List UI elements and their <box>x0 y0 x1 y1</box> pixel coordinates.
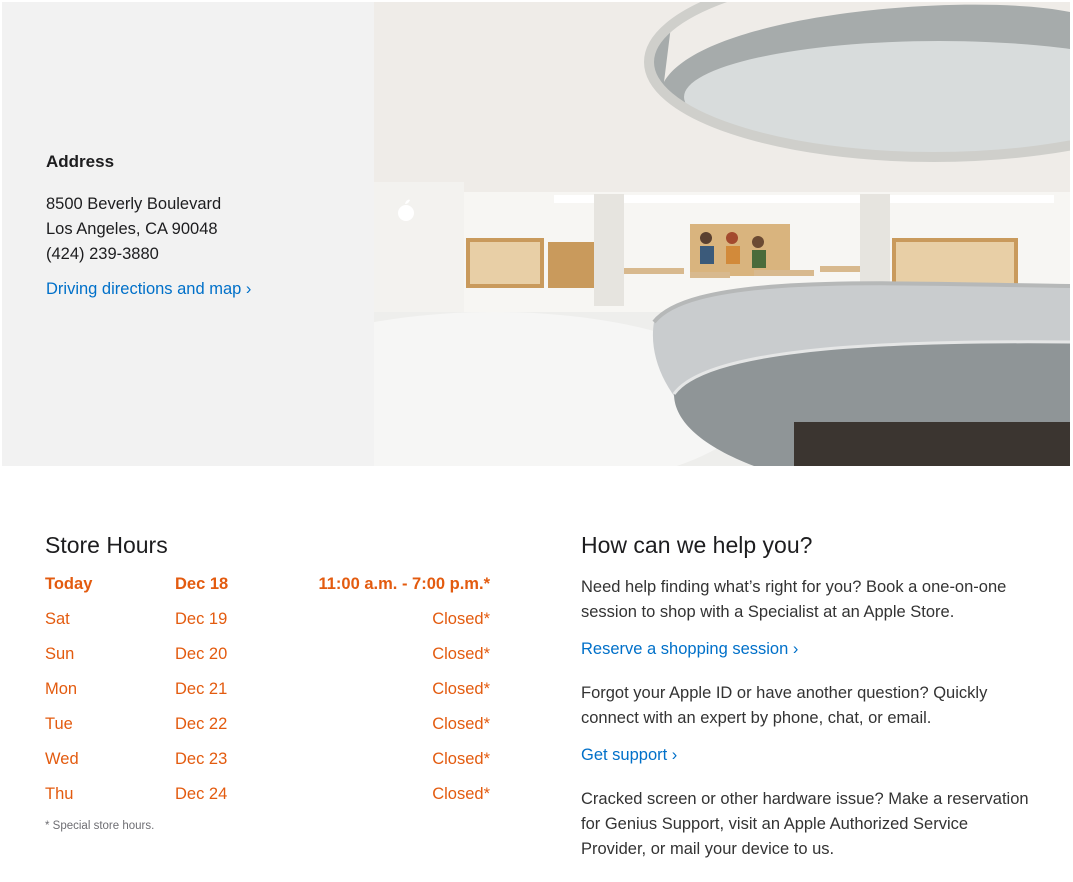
hours-day: Mon <box>45 680 78 698</box>
hours-date: Dec 18 <box>175 575 229 593</box>
store-photo <box>374 2 1070 466</box>
hours-time: Closed* <box>432 645 490 663</box>
shopping-session-text: Need help finding what’s right for you? Book a one-on-one session to shop with a Specialist at an Apple Store. <box>581 578 1007 621</box>
get-support-link[interactable]: Get support › <box>581 746 678 764</box>
hours-row <box>45 750 495 785</box>
driving-directions-link[interactable]: Driving directions and map › <box>46 280 252 298</box>
hours-row <box>45 680 495 715</box>
hours-date: Dec 22 <box>175 715 228 733</box>
address-line-1: 8500 Beverly Boulevard <box>46 195 222 213</box>
hours-time: Closed* <box>432 785 490 803</box>
hours-day: Today <box>45 575 93 593</box>
help-heading: How can we help you? <box>581 532 813 558</box>
hours-time: Closed* <box>432 715 490 733</box>
hours-time: Closed* <box>432 680 490 698</box>
hours-day: Wed <box>45 750 79 768</box>
help-section <box>581 532 1031 862</box>
address-line-2: Los Angeles, CA 90048 <box>46 220 218 238</box>
hours-row <box>45 715 495 750</box>
hours-day: Thu <box>45 785 74 803</box>
hours-day: Sat <box>45 610 70 628</box>
store-interior-image <box>374 2 1070 466</box>
phone-number: (424) 239-3880 <box>46 245 159 263</box>
hours-day: Tue <box>45 715 73 733</box>
hours-row <box>45 610 495 645</box>
store-hours-heading: Store Hours <box>45 532 168 558</box>
hours-date: Dec 24 <box>175 785 228 803</box>
special-hours-footnote: * Special store hours. <box>45 820 155 832</box>
store-hero <box>2 2 1070 466</box>
hours-date: Dec 21 <box>175 680 228 698</box>
hours-row <box>45 645 495 680</box>
hours-day: Sun <box>45 645 75 663</box>
hours-time: Closed* <box>432 610 490 628</box>
address-heading: Address <box>46 152 115 171</box>
genius-support-text: Cracked screen or other hardware issue? Make a reservation for Genius Support, visit an Apple Authorized Service Provider, or mail your device to us. <box>581 790 1029 858</box>
support-text: Forgot your Apple ID or have another question? Quickly connect with an expert by phone, chat, or email. <box>581 684 988 727</box>
hours-date: Dec 20 <box>175 645 228 663</box>
hours-row <box>45 785 495 820</box>
reserve-shopping-session-link[interactable]: Reserve a shopping session › <box>581 640 799 658</box>
address-panel <box>2 2 374 466</box>
hours-date: Dec 23 <box>175 750 228 768</box>
hours-time: Closed* <box>432 750 490 768</box>
hours-time: 11:00 a.m. - 7:00 p.m.* <box>318 575 490 593</box>
store-hours-section <box>45 532 495 832</box>
hours-date: Dec 19 <box>175 610 228 628</box>
hours-row-today <box>45 575 495 610</box>
